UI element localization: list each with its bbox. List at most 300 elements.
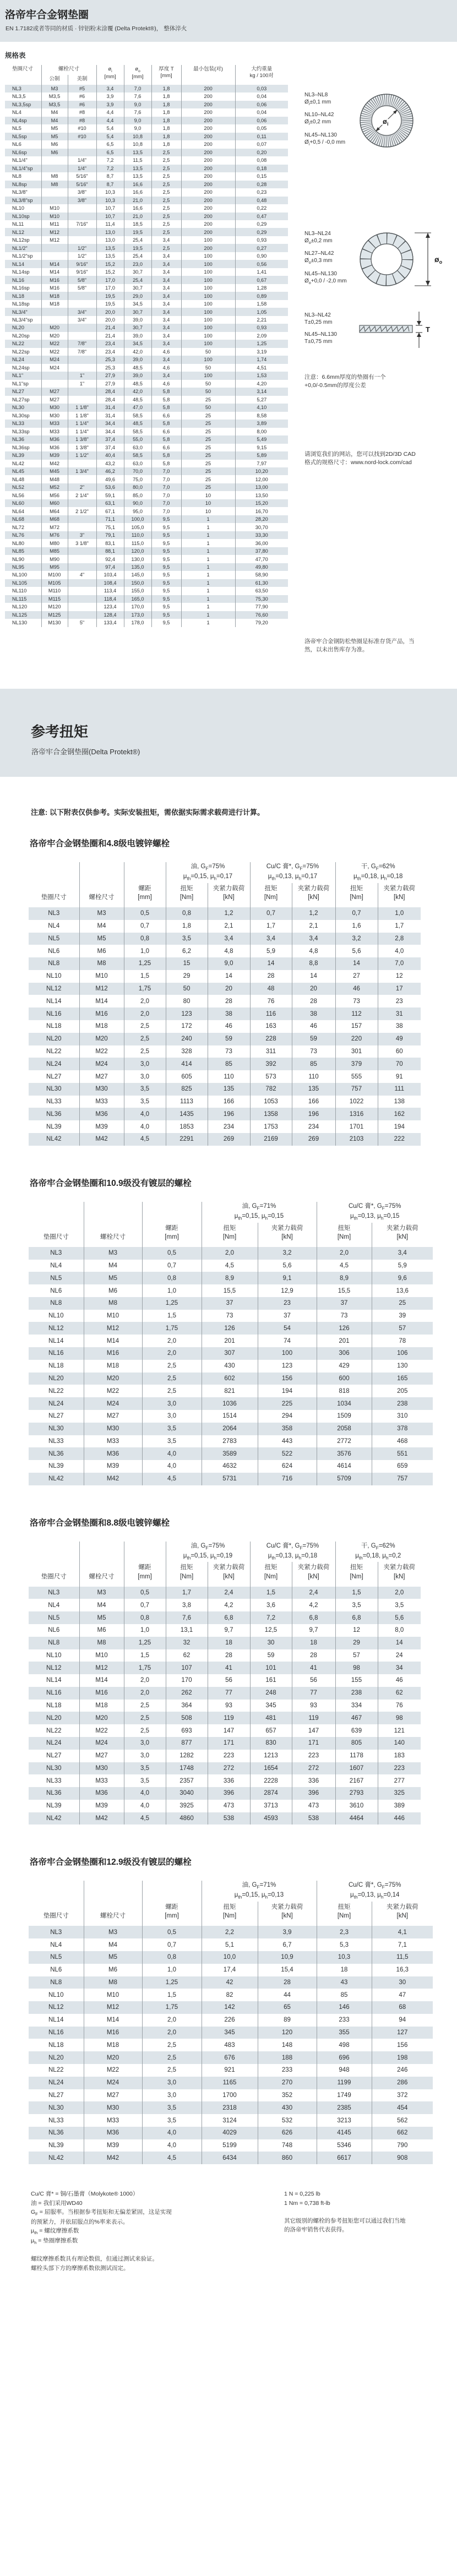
spec-cell: NL18sp: [12, 301, 30, 307]
spec-cell: 100: [181, 332, 235, 340]
stock-note: 洛帝牢合金钢防松垫圈是标准存货产品，当 然，以未出售库存为准。: [304, 638, 415, 653]
spec-cell: 5/8": [68, 276, 96, 284]
value-cell: 24: [378, 1649, 421, 1662]
value-cell: 10,9: [258, 1951, 317, 1964]
value-cell: 140: [378, 1737, 421, 1750]
table-row: [29, 1700, 421, 1712]
spec-cell: 1,8: [151, 140, 181, 148]
value-cell: 54: [258, 1322, 317, 1335]
value-cell: 1282: [166, 1750, 208, 1762]
spec-cell: 75,1: [96, 523, 124, 531]
value-cell: 39: [372, 1310, 433, 1322]
table-row: [29, 1951, 433, 1964]
spec-cell: 7/8": [68, 348, 96, 356]
spec-cell: 37,4: [96, 435, 124, 443]
table-row: [29, 1083, 421, 1096]
spec-cell: 5,4: [96, 133, 124, 140]
table-row: [29, 2077, 433, 2089]
table-row: [29, 1397, 433, 1410]
value-cell: 15,5: [202, 1284, 258, 1297]
column-header: 扭矩 [Nm]: [166, 883, 208, 907]
value-cell: 5,3: [317, 1938, 372, 1951]
spec-cell: 46,2: [96, 467, 124, 475]
value-cell: 1654: [250, 1762, 292, 1775]
spec-cell: 5,8: [151, 460, 181, 467]
spec-row: [5, 101, 288, 108]
spec-cell: 34,5: [124, 300, 151, 308]
value-cell: 2,5: [142, 1385, 202, 1397]
value-cell: M39: [79, 1120, 124, 1133]
value-cell: 0,8: [124, 1611, 166, 1624]
spec-cell: 1 1/4": [68, 428, 96, 435]
spec-cell: 130,0: [124, 555, 151, 563]
spec-heading: 规格表: [5, 52, 26, 59]
torque-table-title: 洛帝牢合金钢垫圈和12.9级没有镀层的螺栓: [30, 1858, 192, 1867]
value-cell: M12: [84, 1322, 142, 1335]
page-header: [0, 0, 457, 42]
spec-cell: 3,4: [151, 276, 181, 284]
value-cell: NL4: [50, 1941, 62, 1948]
value-cell: 10,0: [202, 1951, 258, 1964]
table-row: [29, 1284, 433, 1297]
spec-cell: 0,56: [235, 260, 288, 268]
table-row: [29, 2051, 433, 2064]
spec-cell: 63,0: [124, 460, 151, 467]
spec-cell: 36,00: [235, 539, 288, 547]
value-cell: M10: [79, 1649, 124, 1662]
value-cell: 1,7: [250, 920, 292, 933]
value-cell: 1,0: [142, 1284, 202, 1297]
spec-cell: 100: [181, 284, 235, 292]
value-cell: NL3: [48, 1589, 60, 1596]
value-cell: 155: [335, 1674, 378, 1687]
table-row: [29, 1737, 421, 1750]
torque-table-title: 洛帝牢合金钢垫圈和8.8级电镀锌螺栓: [30, 1518, 170, 1528]
spec-cell: [68, 396, 96, 404]
spec-cell: 80,0: [124, 483, 151, 491]
spec-cell: [68, 515, 96, 523]
value-cell: M8: [79, 957, 124, 970]
spec-cell: [68, 300, 96, 308]
column-header: 垫圈尺寸: [41, 1573, 67, 1580]
value-cell: M27: [79, 1750, 124, 1762]
spec-cell: 34,4: [96, 420, 124, 427]
value-cell: 4,0: [124, 1787, 166, 1800]
value-cell: 693: [166, 1724, 208, 1737]
spec-row: [5, 499, 288, 507]
spec-cell: NL105: [12, 580, 28, 586]
spec-cell: 7,97: [235, 460, 288, 467]
spec-cell: 3/4": [68, 316, 96, 324]
value-cell: 3,5: [124, 1762, 166, 1775]
value-cell: 3,5: [142, 1435, 202, 1448]
spec-cell: 7,0: [124, 85, 151, 92]
value-cell: 262: [166, 1687, 208, 1700]
value-cell: 172: [166, 1020, 208, 1033]
spec-cell: M64: [41, 507, 68, 515]
value-cell: M39: [84, 2139, 142, 2152]
column-header: 公制: [41, 75, 68, 85]
spec-row: [5, 515, 288, 523]
table-row: [29, 1447, 433, 1460]
value-cell: 5199: [202, 2139, 258, 2152]
spec-cell: [68, 324, 96, 331]
value-cell: 12: [378, 970, 421, 983]
spec-cell: 200: [181, 165, 235, 172]
value-cell: 1,25: [124, 957, 166, 970]
table-row: [29, 1310, 433, 1322]
value-cell: 2385: [317, 2101, 372, 2114]
value-cell: NL20: [46, 1714, 62, 1722]
spec-cell: NL72: [12, 524, 24, 530]
tolerance-block-inner: [304, 91, 440, 151]
table-row: [29, 1423, 433, 1435]
table-row: [29, 1662, 421, 1674]
spec-cell: M20: [41, 324, 68, 331]
spec-cell: NL3,5: [12, 94, 26, 100]
value-cell: 372: [372, 2089, 433, 2102]
spec-section: [0, 65, 457, 662]
spec-row: [5, 228, 288, 236]
value-cell: M4: [84, 1938, 142, 1951]
torque-table: [29, 1202, 433, 1485]
spec-cell: 1,8: [151, 85, 181, 92]
value-cell: 41: [292, 1662, 335, 1674]
spec-cell: 1,28: [235, 284, 288, 292]
value-cell: 37: [202, 1297, 258, 1310]
value-cell: M22: [79, 1724, 124, 1737]
value-cell: NL8: [48, 1640, 60, 1647]
header-spacer: [29, 1542, 79, 1562]
column-header: $ø_i$ [mm]: [96, 65, 124, 85]
value-cell: NL8: [48, 960, 60, 967]
value-cell: 3213: [317, 2114, 372, 2127]
torque-table-title: 洛帝牢合金钢垫圈和10.9级没有镀层的螺栓: [30, 1178, 192, 1188]
header-spacer: [29, 1202, 84, 1223]
spec-row: [5, 380, 288, 388]
spec-cell: 5,8: [151, 404, 181, 411]
spec-cell: 25,3: [96, 364, 124, 372]
spec-cell: M95: [41, 563, 68, 571]
group-header: 油, $G_F=75\%$ $\mu_{th}=0,15$, $\mu_h=0,19$: [166, 1542, 250, 1562]
tolerance-texts: [304, 312, 357, 350]
spec-row: [5, 244, 288, 252]
value-cell: M30: [79, 1083, 124, 1096]
table-row: [29, 2089, 433, 2102]
value-cell: 171: [292, 1737, 335, 1750]
spec-cell: 10,7: [96, 213, 124, 220]
table-row: [29, 2014, 433, 2027]
spec-row: [5, 491, 288, 499]
spec-cell: 2,5: [151, 244, 181, 252]
thickness-tolerance-note: 注意：6.6mm厚度的垫圈有一个 +0,0/-0.5mm的厚度公差: [304, 374, 386, 389]
value-cell: 4464: [335, 1812, 378, 1825]
value-cell: 12: [335, 1624, 378, 1637]
column-header: 螺栓尺寸: [79, 883, 124, 907]
value-cell: M16: [79, 1687, 124, 1700]
value-cell: 32: [166, 1637, 208, 1649]
spec-cell: 5,4: [96, 124, 124, 132]
value-cell: 147: [292, 1724, 335, 1737]
value-cell: 126: [202, 1322, 258, 1335]
spec-cell: 0,04: [235, 108, 288, 116]
value-cell: NL27: [48, 1413, 64, 1420]
value-cell: 59: [292, 1033, 335, 1045]
tolerance-item: NL3–NL42 T±0,25 mm: [304, 312, 333, 325]
value-cell: 328: [166, 1045, 208, 1058]
spec-cell: 25,4: [124, 252, 151, 260]
spec-cell: 5,89: [235, 451, 288, 459]
value-cell: 352: [258, 2089, 317, 2102]
value-cell: NL27: [48, 2092, 64, 2099]
spec-cell: 1,41: [235, 268, 288, 276]
torque-table-title: 洛帝牢合金钢垫圈和4.8级电镀锌螺栓: [30, 839, 170, 848]
spec-cell: 200: [181, 85, 235, 92]
value-cell: 165: [372, 1373, 433, 1385]
spec-cell: 2 1/2": [68, 507, 96, 515]
value-cell: 25: [372, 1297, 433, 1310]
spec-cell: 0,03: [235, 85, 288, 92]
value-cell: 1022: [335, 1096, 378, 1108]
value-cell: 562: [372, 2114, 433, 2127]
spec-cell: 25: [181, 435, 235, 443]
spec-cell: NL42: [12, 460, 24, 466]
spec-cell: 3,4: [151, 356, 181, 363]
value-cell: NL22: [48, 1387, 64, 1395]
value-cell: 2,5: [142, 2039, 202, 2051]
value-cell: 4,0: [124, 1108, 166, 1120]
spec-cell: 16,6: [124, 188, 151, 196]
value-cell: 0,8: [124, 933, 166, 945]
spec-cell: 20,0: [96, 316, 124, 324]
value-cell: M42: [84, 1473, 142, 1485]
spec-cell: M14: [41, 268, 68, 276]
spec-cell: 115,0: [124, 539, 151, 547]
spec-cell: 200: [181, 124, 235, 132]
column-header: 垫圈尺寸: [41, 894, 67, 901]
spec-cell: 58,5: [124, 412, 151, 420]
value-cell: 443: [258, 1435, 317, 1448]
spec-cell: 2,5: [151, 156, 181, 164]
value-cell: 2,5: [124, 1020, 166, 1033]
spec-cell: 10: [181, 507, 235, 515]
spec-cell: [41, 252, 68, 260]
value-cell: 201: [317, 1335, 372, 1347]
value-cell: 2,0: [142, 2027, 202, 2039]
spec-cell: #8: [68, 108, 96, 116]
value-cell: 238: [335, 1687, 378, 1700]
spec-cell: 71,1: [96, 515, 124, 523]
value-cell: 98: [335, 1662, 378, 1674]
spec-cell: 2,5: [151, 197, 181, 204]
column-header: 螺栓尺寸: [84, 1223, 142, 1247]
value-cell: 116: [250, 1007, 292, 1020]
value-cell: M22: [79, 1045, 124, 1058]
table-row: [29, 1989, 433, 2001]
table-row: [29, 1347, 433, 1360]
value-cell: 5,6: [335, 945, 378, 957]
value-cell: 1,5: [124, 970, 166, 983]
value-cell: 4614: [317, 1460, 372, 1473]
value-cell: 2169: [250, 1133, 292, 1146]
spec-row: [5, 165, 288, 172]
spec-cell: NL3/4"sp: [12, 317, 33, 323]
value-cell: 38: [378, 1020, 421, 1033]
table-row: [29, 1964, 433, 1976]
value-cell: 1,75: [142, 1322, 202, 1335]
spec-cell: 1,58: [235, 300, 288, 308]
value-cell: NL27: [46, 1073, 62, 1080]
spec-cell: M27: [41, 396, 68, 404]
spec-cell: 1/4": [68, 165, 96, 172]
spec-cell: 118,4: [96, 595, 124, 603]
value-cell: 5,1: [202, 1938, 258, 1951]
column-header: 夹紧力载荷 [kN]: [372, 1223, 433, 1247]
value-cell: 8,0: [378, 1624, 421, 1637]
value-cell: 1,75: [124, 1662, 166, 1674]
spec-cell: 39,0: [124, 356, 151, 363]
value-cell: 1,6: [335, 920, 378, 933]
spec-cell: [68, 236, 96, 244]
torque-table: [29, 1542, 421, 1825]
value-cell: M16: [79, 1007, 124, 1020]
spec-cell: 43,2: [96, 460, 124, 467]
spec-cell: 0,18: [235, 165, 288, 172]
value-cell: NL14: [46, 998, 62, 1005]
value-cell: 4,5: [124, 1812, 166, 1825]
spec-row: [5, 539, 288, 547]
table-row: [29, 1674, 421, 1687]
torque-banner: [0, 689, 457, 777]
note-line: Cu/C 膏* = 铜/石墨膏（Molykote® 1000）: [31, 2191, 139, 2198]
spec-cell: [68, 356, 96, 363]
spec-cell: 25: [181, 420, 235, 427]
table-row: [29, 945, 421, 957]
spec-cell: 10,3: [96, 188, 124, 196]
value-cell: M5: [79, 933, 124, 945]
value-cell: 1749: [317, 2089, 372, 2102]
spec-cell: 0,48: [235, 197, 288, 204]
spec-cell: 1,74: [235, 356, 288, 363]
spec-cell: 3,4: [151, 308, 181, 315]
value-cell: 4632: [202, 1460, 258, 1473]
spec-cell: 31,4: [96, 404, 124, 411]
value-cell: 2318: [202, 2101, 258, 2114]
spec-cell: NL85: [12, 548, 24, 554]
spec-cell: 0,04: [235, 92, 288, 100]
value-cell: 0,7: [124, 920, 166, 933]
value-cell: 74: [258, 1335, 317, 1347]
table-row: [29, 1120, 421, 1133]
value-cell: NL5: [50, 1954, 62, 1961]
spec-cell: 3 1/8": [68, 539, 96, 547]
spec-cell: [41, 197, 68, 204]
spec-cell: 9,5: [151, 571, 181, 579]
value-cell: 47: [372, 1989, 433, 2001]
value-cell: NL10: [48, 1991, 64, 1998]
spec-cell: 200: [181, 204, 235, 212]
spec-cell: NL3/4": [12, 309, 28, 315]
spec-cell: M48: [41, 475, 68, 483]
spec-cell: 17,0: [96, 284, 124, 292]
value-cell: 2,0: [124, 1007, 166, 1020]
value-cell: NL42: [48, 2154, 64, 2161]
spec-cell: NL90: [12, 556, 24, 562]
value-cell: 50: [166, 983, 208, 995]
spec-cell: 1": [68, 380, 96, 388]
value-cell: 602: [202, 1373, 258, 1385]
spec-cell: 1,25: [235, 340, 288, 347]
serrated-washer-diagram: [357, 91, 440, 150]
column-header: 螺栓尺寸: [79, 1562, 124, 1586]
spec-cell: 200: [181, 117, 235, 124]
spec-cell: NL1"sp: [12, 380, 29, 386]
spec-cell: 92,4: [96, 555, 124, 563]
spec-cell: 5,27: [235, 396, 288, 404]
value-cell: NL16: [46, 1010, 62, 1017]
spec-cell: 133,4: [96, 619, 124, 627]
value-cell: 196: [208, 1108, 250, 1120]
spec-cell: NL12: [12, 229, 24, 235]
cam-washer-diagram: [357, 230, 454, 288]
page-subtitle: EN 1.7182或者等同的材质 · 锌铝粉末涂覆 (Delta Protekt®)， 整体淬火: [6, 25, 187, 32]
value-cell: 80: [166, 995, 208, 1007]
spec-cell: 11,4: [96, 220, 124, 228]
spec-cell: NL120: [12, 604, 28, 610]
value-cell: 15,5: [317, 1284, 372, 1297]
value-cell: 6,8: [292, 1611, 335, 1624]
value-cell: 1607: [335, 1762, 378, 1775]
spec-cell: 2,5: [151, 181, 181, 188]
value-cell: 2,0: [202, 1247, 258, 1260]
spec-row: [5, 611, 288, 619]
value-cell: 4,0: [142, 1460, 202, 1473]
value-cell: 1748: [166, 1762, 208, 1775]
spec-cell: 9,0: [124, 124, 151, 132]
value-cell: 59: [208, 1033, 250, 1045]
value-cell: 908: [372, 2152, 433, 2164]
spec-cell: 7,2: [96, 156, 124, 164]
spec-cell: 150,0: [124, 579, 151, 587]
value-cell: NL24: [46, 1740, 62, 1747]
value-cell: 2,1: [208, 920, 250, 933]
spec-cell: 4,10: [235, 404, 288, 411]
value-cell: 0,7: [124, 1599, 166, 1611]
column-header: 垫圈尺寸: [43, 1913, 69, 1920]
value-cell: 3,5: [124, 1083, 166, 1096]
spec-cell: NL8sp: [12, 181, 27, 187]
spec-cell: 23,4: [96, 340, 124, 347]
value-cell: 3,0: [142, 2077, 202, 2089]
spec-row: [5, 156, 288, 164]
value-cell: NL4: [50, 1262, 62, 1269]
value-cell: M30: [84, 1423, 142, 1435]
spec-cell: 21,0: [124, 213, 151, 220]
value-cell: 1,0: [124, 1624, 166, 1637]
spec-cell: 1,53: [235, 372, 288, 379]
column-header: $ø_o$ [mm]: [124, 65, 151, 85]
value-cell: 467: [335, 1712, 378, 1724]
value-cell: 311: [250, 1045, 292, 1058]
value-cell: 2167: [335, 1774, 378, 1787]
value-cell: 48: [250, 983, 292, 995]
value-cell: NL6: [48, 947, 60, 955]
spec-cell: 25: [181, 451, 235, 459]
value-cell: 222: [378, 1133, 421, 1146]
spec-cell: 15,2: [96, 268, 124, 276]
value-cell: 4,5: [142, 2152, 202, 2164]
value-cell: 201: [202, 1335, 258, 1347]
